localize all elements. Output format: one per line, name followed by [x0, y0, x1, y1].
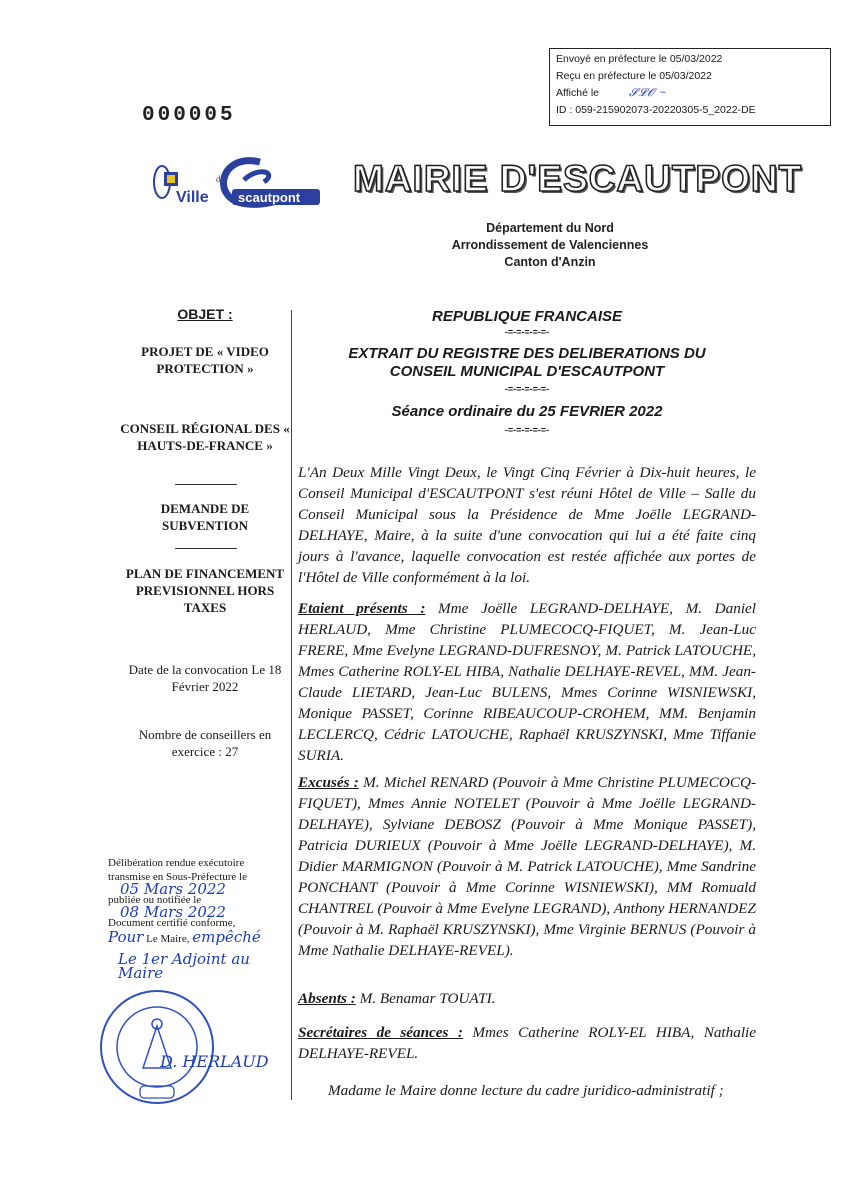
divider [175, 484, 237, 485]
excuses-label: Excusés : [298, 774, 359, 791]
handwritten-date-2: 08 Mars 2022 [120, 903, 226, 921]
handwritten-date-1: 05 Mars 2022 [120, 880, 226, 898]
department-line: Département du Nord [486, 221, 614, 235]
conseillers-count: Nombre de conseillers en exercice : 27 [138, 727, 272, 759]
absents-list: M. Benamar TOUATI. [359, 990, 496, 1007]
secretaires-label: Secrétaires de séances : [298, 1024, 463, 1041]
closing-paragraph: Madame le Maire donne lecture du cadre juridico-administratif ; [328, 1082, 724, 1099]
republique-heading: REPUBLIQUE FRANCAISE [431, 308, 622, 325]
escautpont-logo [148, 152, 326, 216]
divider [175, 548, 237, 549]
objet-demande: DEMANDE DE SUBVENTION [160, 501, 250, 533]
note-publiee: publiée ou notifiée le [108, 894, 202, 906]
prefecture-box [549, 48, 831, 126]
note-certifie: Document certifié conforme, [108, 917, 236, 929]
objet-plan: PLAN DE FINANCEMENT PREVISIONNEL HORS TAXES [125, 566, 285, 615]
certification-note [108, 856, 283, 980]
secretaires-paragraph [298, 1022, 756, 1064]
convocation-date: Date de la convocation Le 18 Février 2022 [128, 662, 282, 694]
secretaires-list: Mmes Catherine ROLY-EL HIBA, Nathalie DELHAYE-REVEL. [298, 1024, 756, 1062]
prefecture-received: Reçu en préfecture le 05/03/2022 [556, 70, 712, 82]
svg-text:scautpont: scautpont [238, 190, 301, 205]
absents-paragraph [298, 988, 756, 1009]
slo-signature-icon: 𝓢𝓛𝓞 ~ [629, 87, 667, 99]
dash-separator: -=-=-=-=-=- [504, 425, 550, 435]
presents-label: Etaient présents : [298, 600, 426, 617]
handwritten-empeche: empêché [192, 928, 261, 946]
column-divider [291, 310, 292, 1100]
note-maire: Le Maire, [146, 933, 190, 945]
seance-heading: Séance ordinaire du 25 FEVRIER 2022 [391, 403, 663, 420]
handwritten-pour: Pour [108, 928, 144, 946]
objet-conseil: CONSEIL RÉGIONAL DES « HAUTS-DE-FRANCE » [120, 421, 290, 453]
reference-number: 000005 [142, 104, 236, 127]
handwritten-signature: D. HERLAUD [160, 1052, 269, 1071]
dash-separator: -=-=-=-=-=- [504, 327, 550, 337]
handwritten-adjoint: Le 1er Adjoint au Maire [118, 950, 250, 982]
excuses-paragraph [298, 772, 756, 961]
presents-paragraph [298, 598, 756, 766]
prefecture-sent: Envoyé en préfecture le 05/03/2022 [556, 53, 723, 65]
dash-separator: -=-=-=-=-=- [504, 384, 550, 394]
excuses-list: M. Michel RENARD (Pouvoir à Mme Christine PLUMECOCQ-FIQUET), Mmes Annie NOTELET (Pouvoir à Mme Joëlle LEGRAND-DELHAYE), Sylviane DEBOSZ (Pouvoir à Mme Monique PASSET), Patricia DURIEUX (Pouvoir à Mme Joëlle LEGRAND-DELHAYE), M. Didier MARMIGNON (Pouvoir à M. Patrick LATOUCHE), Mme Sandrine PONCHANT (Pouvoir à Mme Corinne WISNIEWSKI), MM Romuald CHANTREL (Pouvoir à Mme Evelyne LEGRAND), Anthony HERNANDEZ (Pouvoir à M. Raphaël KRUSZYNSKI), Mme Virginie BERNUS (Pouvoir à Mme Nathalie DELHAYE-REVEL). [298, 774, 757, 959]
arrondissement-line: Arrondissement de Valenciennes [451, 238, 649, 252]
department-block [380, 220, 720, 271]
note-transmise: Délibération rendue exécutoire transmise en Sous-Préfecture le [108, 857, 247, 883]
prefecture-id: ID : 059-215902073-20220305-5_2022-DE [556, 104, 756, 116]
page-title: MAIRIE D'ESCAUTPONT [353, 158, 803, 199]
intro-paragraph: L'An Deux Mille Vingt Deux, le Vingt Cinq Février à Dix-huit heures, le Conseil Municipal d'ESCAUTPONT s'est réuni Hôtel de Ville – Salle du Conseil Municipal sous la Présidence de Mme Joëlle LEGRAND-DELHAYE, Maire, à la suite d'une convocation qui lui a été faite cinq jours à l'avance, laquelle convocation est restée affichée aux portes de l'Hôtel de Ville conformément à la loi. [298, 464, 756, 586]
prefecture-posted: Affiché le [556, 87, 599, 99]
presents-list: Mme Joëlle LEGRAND-DELHAYE, M. Daniel HERLAUD, Mme Christine PLUMECOCQ-FIQUET, M. Jean-Luc FRERE, Mme Evelyne LEGRAND-DUFRESNOY, M. Patrick LATOUCHE, Mmes Catherine ROLY-EL HIBA, Nathalie DELHAYE-REVEL, MM. Jean-Claude LIETARD, Jean-Luc BULENS, Mmes Corinne WISNIEWSKI, Monique PASSET, Corinne RIBEAUCOUP-CROHEM, MM. Benjamin LECLERCQ, Cédric LATOUCHE, Raphaël KRUSZYNSKI, Mme Tiffanie SURIA. [298, 600, 757, 764]
mairie-stamp-seal [98, 988, 216, 1106]
extrait-heading: EXTRAIT DU REGISTRE DES DELIBERATIONS DU CONSEIL MUNICIPAL D'ESCAUTPONT [348, 345, 706, 380]
absents-label: Absents : [298, 990, 356, 1007]
svg-text:Ville: Ville [176, 189, 209, 206]
objet-project: PROJET DE « VIDEO PROTECTION » [141, 344, 269, 376]
canton-line: Canton d'Anzin [504, 255, 596, 269]
svg-text:d': d' [216, 174, 223, 184]
objet-heading: OBJET : [177, 306, 233, 322]
